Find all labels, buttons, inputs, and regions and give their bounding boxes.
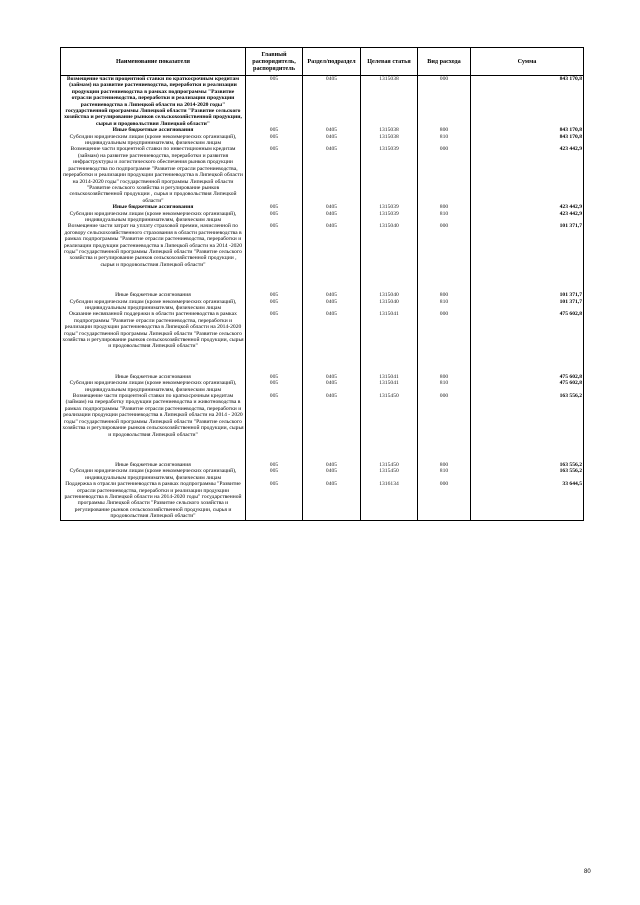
row-target: 1315039 — [361, 211, 418, 224]
row-manager: 005 — [246, 127, 303, 133]
row-name: Субсидии юридическим лицам (кроме некоммерческих организаций), индивидуальным предпринимателям, физическим лицам — [61, 468, 246, 481]
row-name: Иные бюджетные ассигнования — [61, 292, 246, 298]
row-target: 1315040 — [361, 292, 418, 298]
row-target: 1315038 — [361, 127, 418, 133]
row-manager: 005 — [246, 299, 303, 312]
row-name: Иные бюджетные ассигнования — [61, 204, 246, 210]
row-expense-type: 810 — [418, 380, 471, 393]
row-amount: 101 371,7 — [471, 299, 584, 312]
row-name: Иные бюджетные ассигнования — [61, 462, 246, 468]
row-manager: 005 — [246, 146, 303, 204]
row-target: 1315039 — [361, 204, 418, 210]
row-manager: 005 — [246, 134, 303, 147]
row-expense-type: 800 — [418, 204, 471, 210]
spacer-row — [61, 350, 584, 374]
row-expense-type: 000 — [418, 311, 471, 349]
row-section: 0405 — [303, 211, 361, 224]
table-row — [61, 223, 584, 268]
row-target: 1315040 — [361, 223, 418, 268]
row-section: 0405 — [303, 311, 361, 349]
row-manager: 005 — [246, 374, 303, 380]
row-expense-type: 000 — [418, 76, 471, 128]
row-amount: 101 371,7 — [471, 223, 584, 268]
row-target: 1315041 — [361, 374, 418, 380]
row-section: 0405 — [303, 292, 361, 298]
row-manager: 005 — [246, 292, 303, 298]
table-header-row — [61, 48, 584, 76]
row-target: 1315041 — [361, 380, 418, 393]
row-manager: 005 — [246, 380, 303, 393]
row-section: 0405 — [303, 374, 361, 380]
row-amount: 843 170,8 — [471, 127, 584, 133]
row-expense-type: 000 — [418, 393, 471, 438]
row-section: 0405 — [303, 146, 361, 204]
spacer-row — [61, 438, 584, 462]
row-name: Субсидии юридическим лицам (кроме некоммерческих организаций), индивидуальным предпринимателям, физическим лицам — [61, 134, 246, 147]
row-name: Субсидии юридическим лицам (кроме некоммерческих организаций), индивидуальным предпринимателям, физическим лицам — [61, 211, 246, 224]
row-target: 1316134 — [361, 481, 418, 520]
row-section: 0405 — [303, 393, 361, 438]
table-row — [61, 299, 584, 312]
header-target: Целевая статья — [361, 48, 418, 76]
row-target: 1315450 — [361, 393, 418, 438]
row-expense-type: 800 — [418, 462, 471, 468]
row-expense-type: 800 — [418, 127, 471, 133]
row-expense-type: 000 — [418, 223, 471, 268]
row-amount: 423 442,9 — [471, 211, 584, 224]
row-amount: 33 644,5 — [471, 481, 584, 520]
row-amount: 101 371,7 — [471, 292, 584, 298]
row-amount: 843 170,8 — [471, 76, 584, 128]
row-section: 0405 — [303, 223, 361, 268]
row-target: 1315039 — [361, 146, 418, 204]
header-expense-type: Вид расхода — [418, 48, 471, 76]
row-name: Оказание несвязанной поддержки в области растениеводства в рамках подпрограммы "Развитие отрасли растениеводства, переработки и реализации продукции растениеводства в Липецкой области на 2014-2020 годы" государственной программы Липецкой области "Развитие сельского хозяйства и регулирование рынков сельскохозяйственной продукции, сырья и продовольствия Липецкой области" — [62, 311, 244, 350]
row-expense-type: 810 — [418, 468, 471, 481]
row-amount: 423 442,9 — [471, 146, 584, 204]
table-row — [61, 468, 584, 481]
row-manager: 005 — [246, 393, 303, 438]
row-manager: 005 — [246, 204, 303, 210]
header-name: Наименование показателя — [61, 48, 246, 76]
row-section: 0405 — [303, 468, 361, 481]
row-section: 0405 — [303, 127, 361, 133]
row-expense-type: 800 — [418, 292, 471, 298]
page-number: 80 — [584, 869, 591, 875]
budget-table — [60, 47, 584, 521]
table-row — [61, 481, 584, 520]
row-manager: 005 — [246, 223, 303, 268]
table-row — [61, 393, 584, 438]
row-name: Возмещение части затрат на уплату страховой премии, начисленной по договору сельскохозяйственного страхования в области растениеводства в рамках подпрограммы "Развитие отрасли растениеводства, переработки и реализации продукции растениеводства в Липецкой области на 2014 -2020 годы" государственной программы Липецкой области "Развитие сельского хозяйства и регулирование рынков сельскохозяйственной продукции , сырья и продовольствия Липецкой области" — [61, 223, 246, 268]
table-row — [61, 380, 584, 393]
row-target: 1315041 — [361, 311, 418, 349]
row-section: 0405 — [303, 134, 361, 147]
row-section: 0405 — [303, 299, 361, 312]
header-section: Раздел/подраздел — [303, 48, 361, 76]
header-amount: Сумма — [471, 48, 584, 76]
row-amount: 163 556,2 — [471, 462, 584, 468]
table-row — [61, 211, 584, 224]
row-name: Иные бюджетные ассигнования — [61, 374, 246, 380]
row-expense-type: 810 — [418, 299, 471, 312]
row-name: Субсидии юридическим лицам (кроме некоммерческих организаций), индивидуальным предпринимателям, физическим лицам — [61, 299, 246, 312]
spacer-row — [61, 268, 584, 292]
row-manager: 005 — [246, 76, 303, 128]
row-target: 1315450 — [361, 468, 418, 481]
row-manager: 005 — [246, 211, 303, 224]
row-section: 0405 — [303, 462, 361, 468]
row-expense-type: 000 — [418, 146, 471, 204]
row-amount: 423 442,9 — [471, 204, 584, 210]
row-name: Субсидии юридическим лицам (кроме некоммерческих организаций), индивидуальным предпринимателям, физическим лицам — [61, 380, 246, 393]
row-name: Возмещение части процентной ставки по краткосрочным кредитам (займам) на развитие растениеводства, переработки и реализации продукции растениеводства в рамках подпрограммы "Развитие отрасли растениеводства, переработки и реализации продукции растениеводства в Липецкой области на 2014-2020 годы" государственной программы Липецкой области "Развитие сельского хозяйства и регулирование рынков сельскохозяйственной продукции, сырья и продовольствия Липецкой области" — [61, 76, 246, 128]
row-target: 1315038 — [361, 134, 418, 147]
row-amount: 163 556,2 — [471, 393, 584, 438]
row-amount: 843 170,8 — [471, 134, 584, 147]
row-name: Возмещение части процентной ставки по краткосрочным кредитам (займам) на переработку продукции растениеводства и животноводства в рамках подпрограммы "Развитие отрасли растениеводства, переработки и реализации продукции растениеводства в Липецкой области на 2014 - 2020 годы" государственной программы Липецкой области "Развитие сельского хозяйства и регулирование рынков сельскохозяйственной продукции, сырья и продовольствия Липецкой области" — [62, 393, 244, 438]
row-manager: 005 — [246, 462, 303, 468]
row-expense-type: 810 — [418, 211, 471, 224]
table-row — [61, 146, 584, 204]
row-target: 1315040 — [361, 299, 418, 312]
row-manager: 005 — [246, 481, 303, 520]
row-amount: 163 556,2 — [471, 468, 584, 481]
row-amount: 475 602,8 — [471, 374, 584, 380]
header-manager: Главный распорядитель, распорядитель — [246, 48, 303, 76]
row-target: 1315450 — [361, 462, 418, 468]
row-expense-type: 800 — [418, 374, 471, 380]
table-row — [61, 76, 584, 128]
row-section: 0405 — [303, 481, 361, 520]
table-row — [61, 134, 584, 147]
row-section: 0405 — [303, 380, 361, 393]
row-amount: 475 602,8 — [471, 380, 584, 393]
row-name: Иные бюджетные ассигнования — [61, 127, 246, 133]
row-expense-type: 000 — [418, 481, 471, 520]
row-section: 0405 — [303, 204, 361, 210]
row-name: Возмещение части процентной ставки по инвестиционным кредитам (займам) на развитие растениеводства, переработки и развития инфраструктуры и логистического обеспечения рынков продукции растениеводства по подпрограмме "Развитие отрасли растениеводства, переработки и реализации продукции растениеводства в Липецкой области на 2014-2020 годы" государственной программы Липецкой области "Развитие сельского хозяйства и регулирование рынков сельскохозяйственной продукции , сырья и продовольствия Липецкой области" — [61, 146, 246, 204]
row-amount: 475 602,8 — [471, 311, 584, 349]
table-row — [61, 311, 584, 349]
row-name: Поддержка в отрасли растениеводства в рамках подпрограммы "Развитие отрасли растениеводства, переработки и реализации продукции растениеводства в Липецкой области на 2014-2020 годы" государственной программы Липецкой области "Развитие сельского хозяйства и регулирование рынков сельскохозяйственной продукции, сырья и продовольствия Липецкой области" — [61, 481, 246, 520]
row-manager: 005 — [246, 468, 303, 481]
row-section: 0405 — [303, 76, 361, 128]
row-manager: 005 — [246, 311, 303, 349]
row-expense-type: 810 — [418, 134, 471, 147]
row-target: 1315038 — [361, 76, 418, 128]
